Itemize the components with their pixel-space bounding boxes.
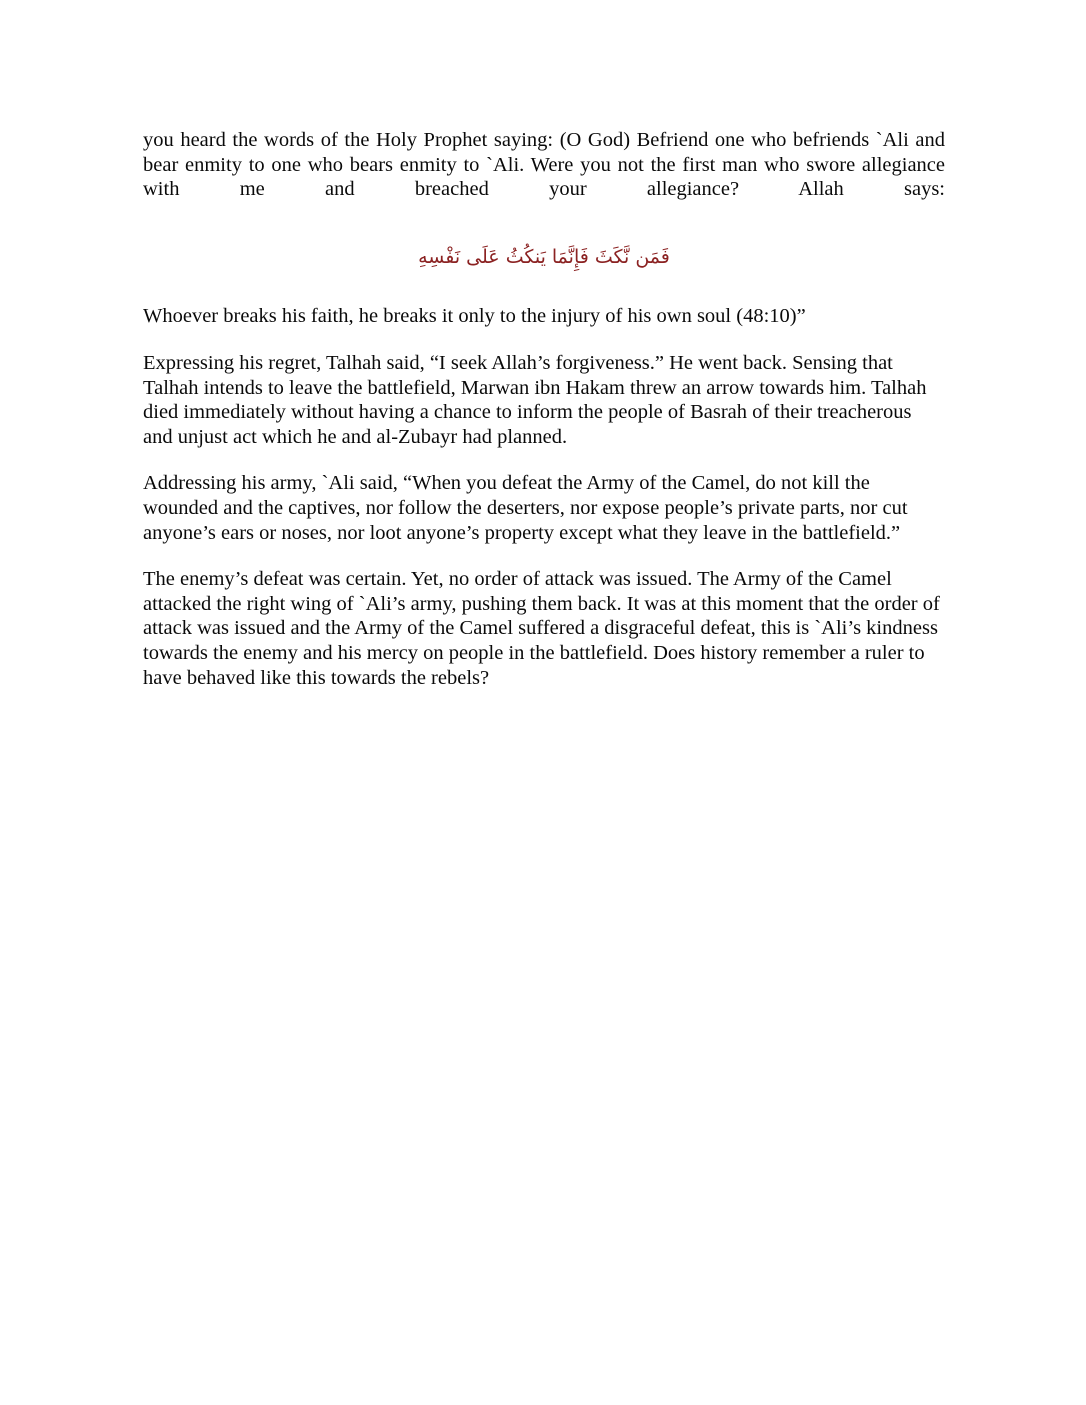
spacer-before-verse	[143, 226, 945, 240]
quran-verse-block	[143, 240, 945, 274]
paragraph-addressing-army: Addressing his army, `Ali said, “When you defeat the Army of the Camel, do not kill the wounded and the captives, nor follow the deserters, nor expose people’s private parts, nor cut anyone’s ears or noses, nor loot anyone’s property except what they leave in the battlefield.”	[143, 472, 908, 544]
paragraph-talhah: Expressing his regret, Talhah said, “I seek Allah’s forgiveness.” He went back. Sensing that Talhah intends to leave the battlefield, Marwan ibn Hakam threw an arrow towards him. Talhah died immediately without having a chance to inform the people of Basrah of their treacherous and unjust act which he and al-Zubayr had planned.	[143, 351, 927, 448]
paragraph-verse-translation: Whoever breaks his faith, he breaks it only to the injury of his own soul (48:10)”	[143, 305, 806, 328]
text-column	[143, 128, 945, 690]
quran-verse-arabic-text: فَمَن نَّكَثَ فَإِنَّمَا يَنكُثُ عَلَى نَفْسِهِ	[418, 246, 670, 269]
paragraph-continuation: you heard the words of the Holy Prophet saying: (O God) Befriend one who befriends `Ali and bear enmity to one who bears enmity to `Ali. Were you not the first man who swore allegiance with me and breached your allegiance? Allah says:	[143, 129, 945, 201]
spacer-after-verse	[143, 274, 945, 304]
paragraph-enemy-defeat: The enemy’s defeat was certain. Yet, no order of attack was issued. The Army of the Camel attacked the right wing of `Ali’s army, pushing them back. It was at this moment that the order of attack was issued and the Army of the Camel suffered a disgraceful defeat, this is `Ali’s kindness towards the enemy and his mercy on people in the battlefield. Does history remember a ruler to have behaved like this towards the rebels?	[143, 568, 940, 689]
